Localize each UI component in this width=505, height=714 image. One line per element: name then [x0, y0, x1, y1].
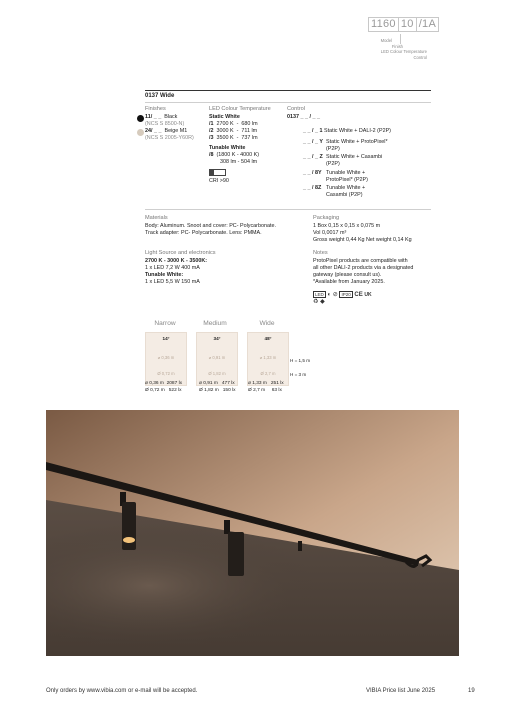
led-row: /2 3000 K - 711 lm	[209, 128, 258, 134]
class-icon: ⊘	[332, 292, 338, 298]
dimmable-icon: ◐	[327, 292, 332, 298]
footer-note: Only orders by www.vibia.com or e-mail will be accepted.	[46, 688, 198, 694]
tunable-lumen: 308 lm - 504 lm	[220, 159, 258, 165]
code-label-led: LED Colour Temperature	[380, 49, 427, 54]
control-item	[303, 170, 322, 177]
control-item-code: _ _ / 8Y	[303, 170, 322, 176]
top-rule	[145, 90, 431, 91]
control-code: 0137 _ _ / _ _	[287, 114, 320, 120]
led-code: /2	[209, 128, 214, 134]
packaging-line: Gross weight 0,44 Kg Net weight 0,14 Kg	[313, 237, 412, 243]
led-heading: LED Colour Temperature	[209, 106, 271, 112]
finish-item	[145, 114, 177, 121]
reading-diameter: ⌀ 1,33 m	[248, 381, 267, 386]
beam-diameter-far: Ø 0,72 m	[157, 371, 175, 376]
reading-diameter: Ø 0,72 m	[145, 387, 165, 393]
control-item	[303, 139, 323, 146]
control-item	[303, 128, 322, 135]
packaging-line: Vol 0,0017 m³	[313, 230, 347, 236]
reading-lux: 63 lx	[271, 387, 282, 393]
beam-label-wide: Wide	[259, 320, 275, 327]
finishes-heading: Finishes	[145, 106, 166, 112]
beam-angle: 34°	[213, 336, 221, 341]
control-item-text: Static White + ProtoPixel* (P2P)	[326, 139, 388, 152]
led-temp: 2700 K	[216, 121, 234, 127]
finish-swatch-beige	[137, 129, 144, 136]
light-source-line: 1 x LED 7,2 W 400 mA	[145, 265, 200, 271]
control-item-text: Static White + DALI-2 (P2P)	[324, 128, 391, 134]
finish-ncs: (NCS S 8500-N)	[145, 121, 185, 127]
control-item-text: Static White + Casambi (P2P)	[326, 154, 383, 167]
control-item	[303, 185, 321, 192]
control-heading: Control	[287, 106, 306, 112]
led-code: /3	[209, 135, 214, 141]
ce-icon: CE	[354, 292, 363, 298]
finish-name: Beige M1	[164, 128, 188, 134]
product-photo-image	[46, 410, 459, 656]
ip20-icon: IP20	[341, 292, 351, 297]
reading-lux: 2087 lx	[166, 381, 183, 386]
led-code-part: /1A	[416, 17, 439, 32]
code-label-control: Control	[413, 55, 427, 60]
control-item-text: Tunable White + ProtoPixel* (P2P)	[326, 170, 368, 183]
led-row: /1 2700 K - 680 lm	[209, 121, 258, 127]
footer-brand: VIBIA Price list June 2025	[366, 688, 436, 694]
light-source-title: Tunable White:	[145, 272, 184, 278]
packaging-heading: Packaging	[313, 215, 340, 221]
page-number: 19	[468, 688, 475, 694]
control-item-code: _ _ / _ Y	[303, 139, 323, 145]
reading-diameter: Ø 1,82 m	[199, 387, 219, 393]
cri-value: CRI >90	[209, 178, 229, 184]
model-code-part: 1160	[368, 17, 399, 32]
led-lumen: 711 lm	[241, 128, 258, 134]
tunable-row	[209, 152, 259, 159]
led-temp: 3000 K	[216, 128, 234, 134]
control-item-text: Tunable White + Casambi (P2P)	[326, 185, 366, 198]
height-far: H = 3 m	[290, 372, 307, 377]
control-item	[303, 154, 323, 161]
control-item-code: _ _ / _ Z	[303, 154, 323, 160]
packaging-line: 1 Box 0,15 x 0,15 x 0,075 m	[313, 223, 381, 229]
finish-code-part: 10	[398, 17, 417, 32]
finish-ncs: (NCS S 2005-Y60R)	[145, 135, 194, 141]
light-source-heading: Light Source and electronics	[145, 250, 216, 256]
reading-diameter: Ø 2,7 m	[248, 387, 266, 393]
beam-diameter-near: ⌀ 0,91 m	[208, 355, 226, 360]
led-temp: 3500 K	[216, 135, 234, 141]
beam-label-medium: Medium	[203, 320, 227, 327]
beam-readings-medium	[199, 381, 236, 394]
led-lumen: 680 lm	[241, 121, 258, 127]
notes-heading: Notes	[313, 250, 328, 256]
finish-code: 11/ _ _	[145, 114, 162, 120]
notes-line: ProtoPixel products are compatible with	[313, 258, 408, 264]
light-source-line: 1 x LED 5,5 W 150 mA	[145, 279, 200, 285]
reading-lux: 251 lx	[270, 381, 284, 386]
tunable-white-title: Tunable White	[209, 145, 246, 151]
beam-readings-wide	[248, 381, 284, 394]
beam-diagram-wide	[247, 332, 289, 386]
flammable-icon: ◆	[320, 299, 325, 305]
materials-line: Track adapter: PC- Polycarbonate. Lens: PMMA.	[145, 230, 262, 236]
beam-diameter-far: Ø 1,82 m	[208, 371, 226, 376]
beam-diameter-far: Ø 2,7 m	[260, 371, 276, 376]
led-row: /3 3500 K - 737 lm	[209, 135, 258, 141]
finish-name: Black	[164, 114, 178, 120]
code-label-finish: Finish	[391, 44, 403, 49]
reading-lux: 150 lx	[222, 387, 236, 393]
reading-diameter: ⌀ 0,36 m	[145, 381, 164, 386]
notes-line: all other DALI-2 products via a designated	[313, 265, 414, 271]
tunable-code: /8	[209, 152, 214, 158]
code-label-model: Model	[380, 38, 392, 43]
led-strip-icon	[209, 169, 226, 176]
title-rule	[145, 102, 431, 103]
notes-line: *Available from January 2025.	[313, 279, 385, 285]
section-rule	[145, 209, 431, 210]
finish-swatch-black	[137, 115, 144, 122]
static-white-title: Static White	[209, 114, 240, 120]
beam-angle: 48°	[264, 336, 272, 341]
materials-heading: Materials	[145, 215, 168, 221]
ukca-icon: UK	[364, 292, 372, 298]
control-item-code: _ _ / _ 1	[303, 128, 323, 134]
control-item-code: _ _ / 8Z	[303, 185, 322, 191]
finish-code: 24/ _ _	[145, 128, 162, 134]
led-code: /1	[209, 121, 214, 127]
code-legend	[365, 36, 427, 62]
beam-diameter-near: ⌀ 1,33 m	[259, 355, 277, 360]
product-photo	[46, 410, 459, 656]
beam-diagram-medium	[196, 332, 238, 386]
finish-item	[145, 128, 187, 135]
led-lumen: 737 lm	[241, 135, 258, 141]
notes-line: gateway (please consult us).	[313, 272, 382, 278]
materials-line: Body: Aluminum. Snoot and cover: PC- Polycarbonate.	[145, 223, 276, 229]
reading-lux: 522 lx	[168, 387, 182, 393]
cert-icons	[313, 291, 372, 305]
beam-diagram-narrow	[145, 332, 187, 386]
light-source-title: 2700 K - 3000 K - 3500K:	[145, 258, 208, 264]
height-near: H = 1,5 m	[290, 358, 311, 363]
model-code	[368, 17, 438, 32]
beam-readings-narrow	[145, 381, 182, 394]
reading-lux: 477 lx	[221, 381, 235, 386]
beam-label-narrow: Narrow	[154, 320, 176, 327]
recycle-icon: ♻	[313, 299, 319, 305]
led-icon: LED	[315, 292, 324, 297]
beam-angle: 14°	[162, 336, 170, 341]
reading-diameter: ⌀ 0,91 m	[199, 381, 218, 386]
tunable-range: (1800 K - 4000 K)	[216, 152, 260, 158]
beam-diameter-near: ⌀ 0,36 m	[157, 355, 175, 360]
product-title: 0137 Wide	[145, 93, 175, 99]
